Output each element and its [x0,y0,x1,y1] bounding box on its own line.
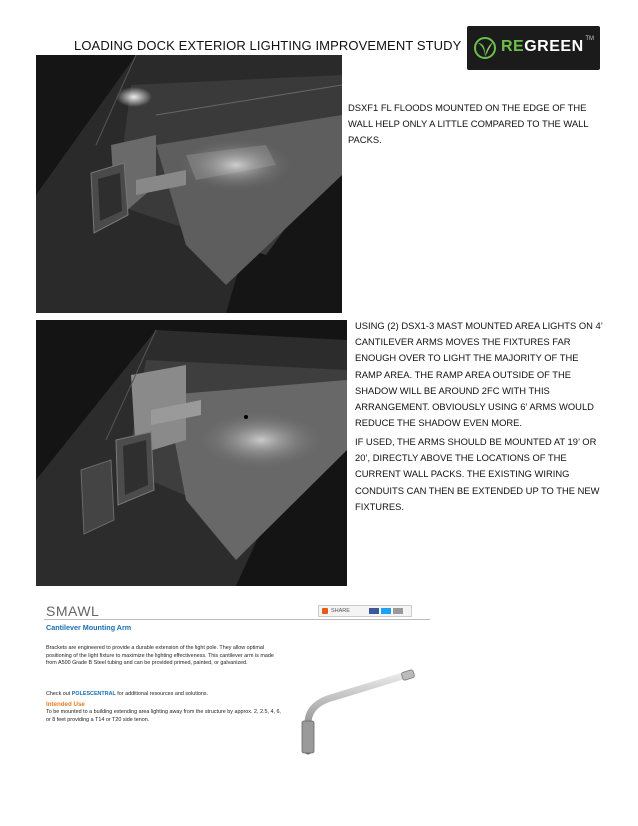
intended-use-text: To be mounted to a building extending area lighting away from the structure by approx. 2, 2.5, 4, 6, or 8 feet providing a T14 or T20 side tenon. [46,709,281,723]
lighting-render-cantilever [36,320,347,586]
more-prefix: Check out [46,691,72,697]
social-icons[interactable] [369,608,403,614]
product-subtitle: Cantilever Mounting Arm [46,623,132,632]
cantilever-arm-image [294,669,424,759]
more-suffix: for additional resources and solutions. [115,691,209,697]
note-cantilever-arms: USING (2) DSX1-3 MAST MOUNTED AREA LIGHTS ON 4’ CANTILEVER ARMS MOVES THE FIXTURES FAR ENOUGH OVER TO LIGHT THE MAJORITY OF THE RAMP AREA. THE RAMP AREA OUTSIDE OF THE SHADOW WILL BE AROUND 2FC WITH THIS ARRANGEMENT. OBVIOUSLY USING 6’ ARMS WOULD REDUCE THE SHADOW EVEN MORE. [355,320,603,429]
document-title: LOADING DOCK EXTERIOR LIGHTING IMPROVEMENT STUDY [74,38,462,53]
logo-wordmark [501,38,584,56]
logo-trademark: TM [585,36,594,42]
leaf-icon [473,33,497,63]
note-floods: DSXF1 FL FLOODS MOUNTED ON THE EDGE OF THE WALL HELP ONLY A LITTLE COMPARED TO THE WALL PACKS. [348,102,589,146]
product-name: SMAWL [46,603,100,619]
more-resources [46,691,282,699]
lighting-render-floods [36,55,342,313]
regreen-logo [467,26,600,70]
share-icon [322,608,328,614]
product-description: Brackets are engineered to provide a durable extension of the light pole. They allow optimal positioning of the light fixture to maximize the lighting effectiveness. This cantilever arm is made from A500 Grade B Steel tubing and can be provided primed, painted, or galvanized. [46,645,274,666]
share-button[interactable] [318,605,412,617]
polescentral-link[interactable]: POLESCENTRAL [71,691,116,697]
intended-use-heading: Intended Use [46,701,85,708]
note-mounting-height: IF USED, THE ARMS SHOULD BE MOUNTED AT 19’ OR 20’, DIRECTLY ABOVE THE LOCATIONS OF THE CURRENT WALL PACKS. THE EXISTING WIRING CONDUITS CAN THEN BE EXTENDED UP TO THE NEW FIXTURES. [355,436,600,512]
share-label: SHARE [331,608,350,614]
divider [44,619,430,620]
logo-re: RE [501,38,525,55]
product-clipping [38,599,432,799]
logo-green: GREEN [524,38,584,55]
